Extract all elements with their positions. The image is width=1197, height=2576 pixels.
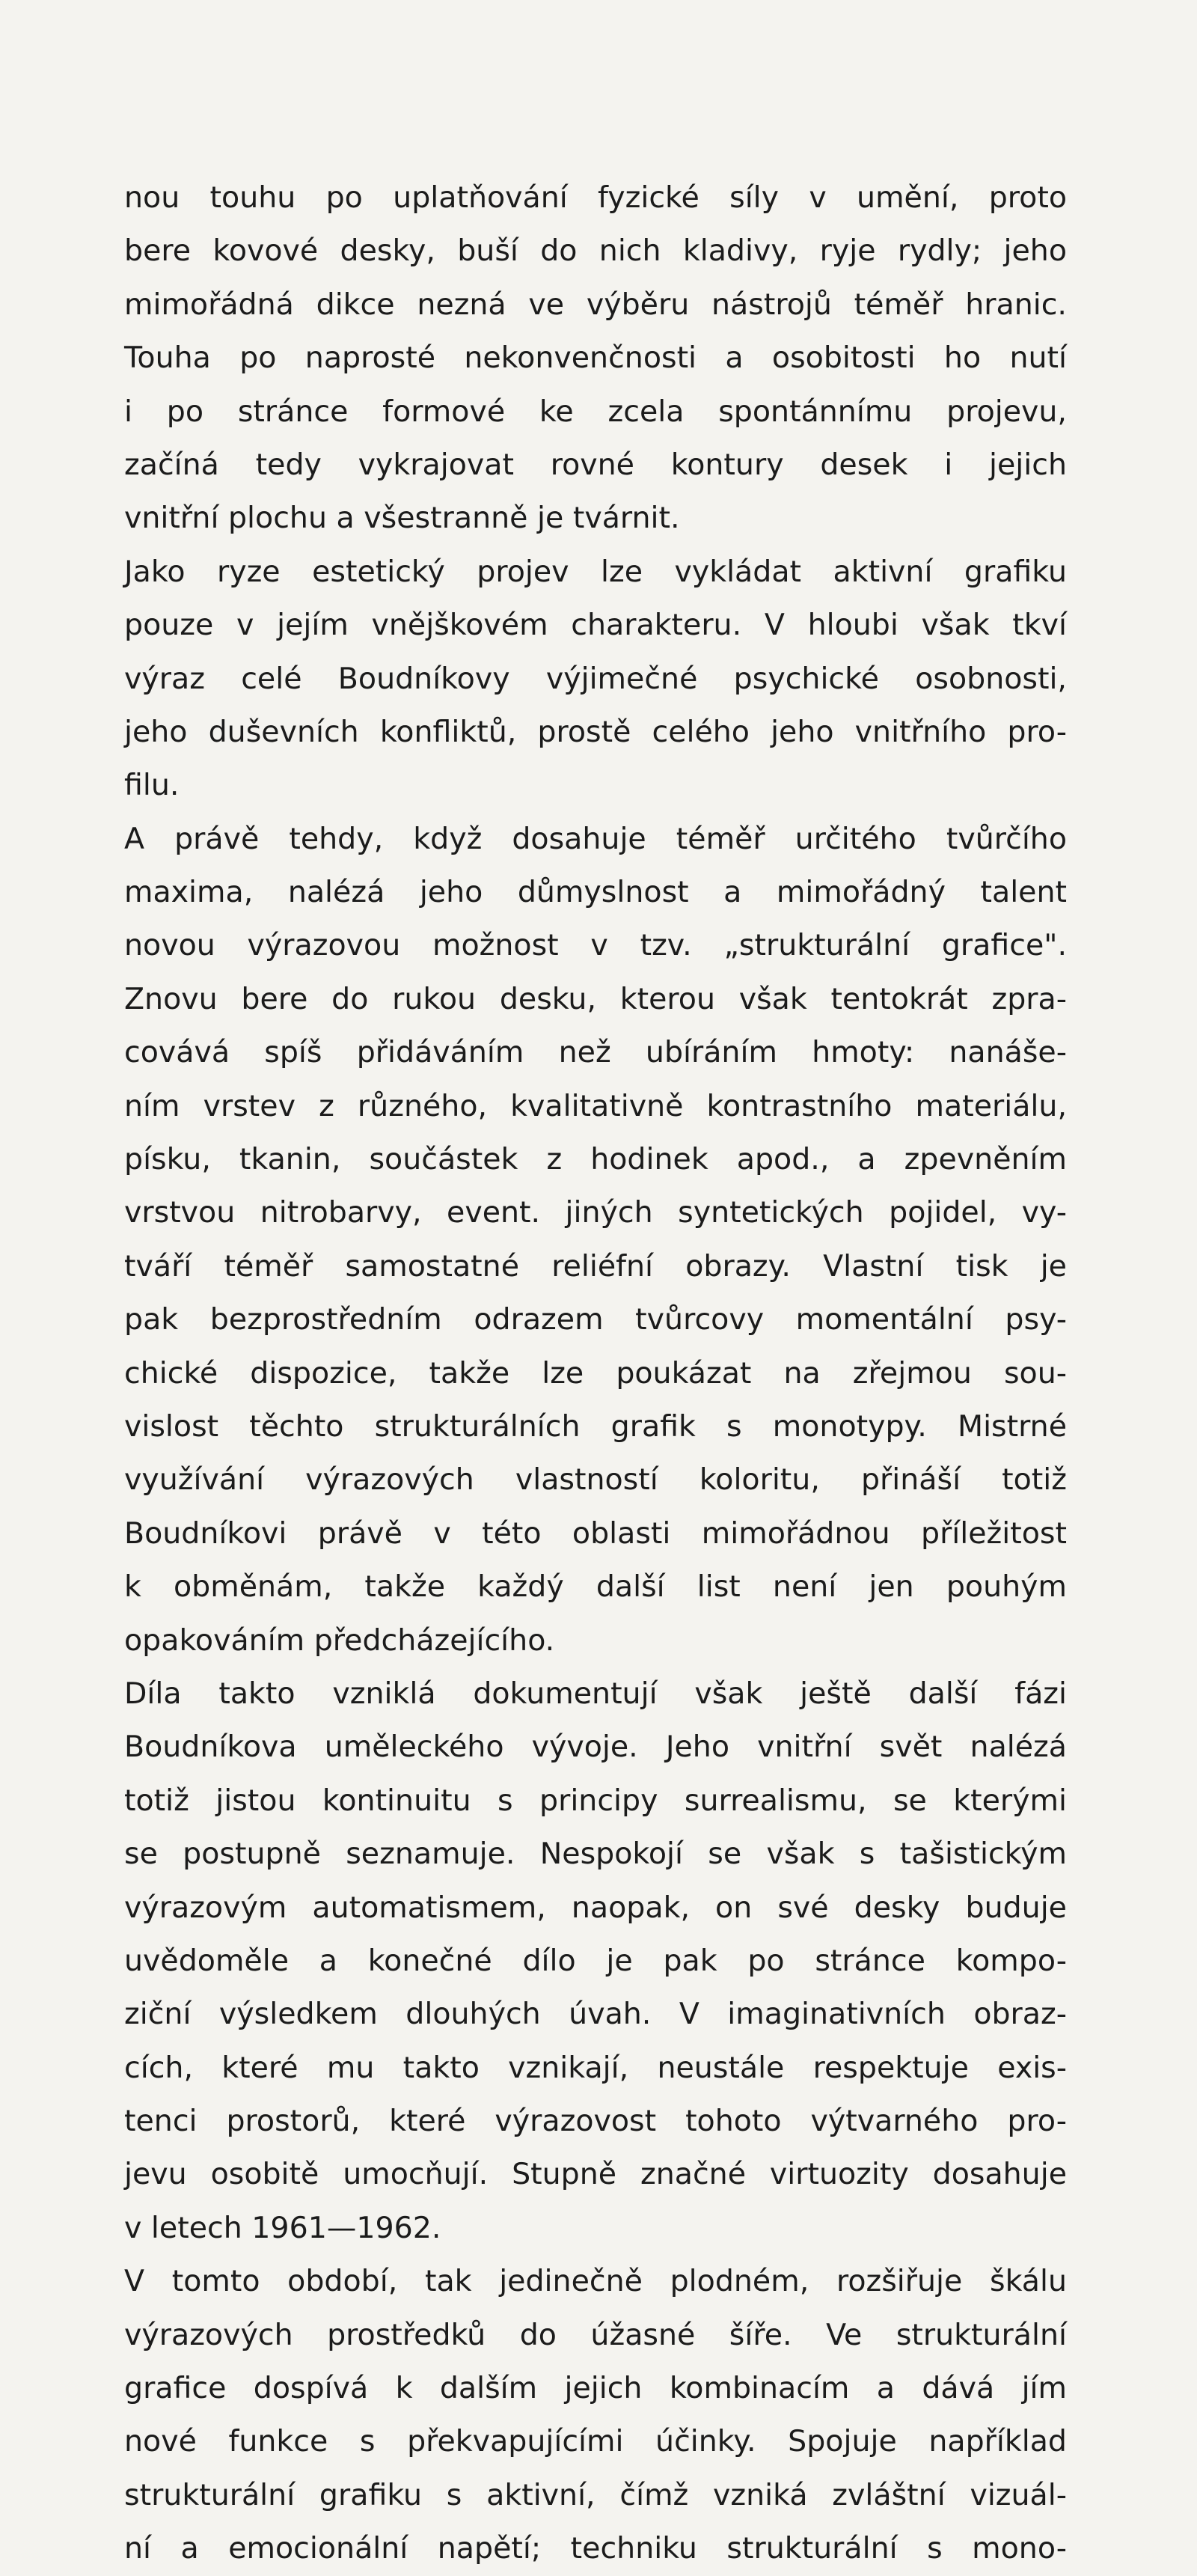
text-line: totiž jistou kontinuitu s principy surrealismu, se kterými [124,1783,1067,1818]
text-line: pak bezprostředním odrazem tvůrcovy momentální psy- [124,1302,1067,1337]
text-line: jevu osobitě umocňují. Stupně značné virtuozity dosahuje [124,2157,1067,2192]
text-line: tenci prostorů, které výrazovost tohoto výtvarného pro- [124,2104,1067,2139]
text-line: v letech 1961—1962. [124,2210,441,2245]
text-line: ní a emocionální napětí; techniku strukturální s mono- [124,2531,1067,2566]
text-line: nové funkce s překvapujícími účinky. Spojuje například [124,2424,1067,2459]
text-line: Jako ryze estetický projev lze vykládat aktivní grafiku [124,554,1067,589]
text-line: Touha po naprosté nekonvenčnosti a osobitosti ho nutí [124,341,1067,376]
text-line: výrazových prostředků do úžasné šíře. Ve strukturální [124,2317,1067,2352]
paragraph [124,813,1067,1667]
text-line: tváří téměř samostatné reliéfní obrazy. Vlastní tisk je [124,1248,1067,1284]
text-line: chické dispozice, takže lze poukázat na zřejmou sou- [124,1355,1067,1391]
text-line: cích, které mu takto vznikají, neustále respektuje exis- [124,2050,1067,2085]
text-line: strukturální grafiku s aktivní, čímž vzniká zvláštní vizuál- [124,2477,1067,2512]
text-line: vnitřní plochu a všestranně je tvárnit. [124,501,680,536]
text-line: filu. [124,768,180,803]
text-line: písku, tkanin, součástek z hodinek apod., a zpevněním [124,1142,1067,1177]
text-line: ziční výsledkem dlouhých úvah. V imaginativních obraz- [124,1997,1067,2032]
text-line: výrazovým automatismem, naopak, on své desky buduje [124,1890,1067,1925]
text-line: jeho duševních konfliktů, prostě celého jeho vnitřního pro- [124,714,1067,749]
body-text [124,171,1067,2576]
text-line: grafice dospívá k dalším jejich kombinacím a dává jím [124,2371,1067,2406]
text-line: Znovu bere do rukou desku, kterou však tentokrát zpra- [124,981,1067,1016]
text-line: vrstvou nitrobarvy, event. jiných syntetických pojidel, vy- [124,1195,1067,1230]
paragraph [124,546,1067,813]
text-line: začíná tedy vykrajovat rovné kontury desek i jejich [124,447,1067,482]
text-line: k obměnám, takže každý další list není jen pouhým [124,1569,1067,1605]
text-line: vislost těchto strukturálních grafik s monotypy. Mistrné [124,1408,1067,1444]
paragraph [124,171,1067,546]
text-line: ním vrstev z různého, kvalitativně kontrastního materiálu, [124,1088,1067,1123]
text-line: pouze v jejím vnějškovém charakteru. V hloubi však tkví [124,608,1067,643]
text-line: se postupně seznamuje. Nespokojí se však s tašistickým [124,1837,1067,1872]
text-line: covává spíš přidáváním než ubíráním hmoty: nanáše- [124,1035,1067,1070]
text-line: V tomto období, tak jedinečně plodném, rozšiřuje škálu [124,2264,1067,2299]
text-line: i po stránce formové ke zcela spontánnímu projevu, [124,394,1067,429]
text-line: uvědoměle a konečné dílo je pak po stránce kompo- [124,1943,1067,1978]
text-line: Boudníkova uměleckého vývoje. Jeho vnitřní svět nalézá [124,1730,1067,1765]
text-line: maxima, nalézá jeho důmyslnost a mimořádný talent [124,875,1067,910]
paragraph [124,1667,1067,2255]
text-line: Boudníkovi právě v této oblasti mimořádnou příležitost [124,1516,1067,1551]
text-line: mimořádná dikce nezná ve výběru nástrojů téměř hranic. [124,287,1067,322]
text-line: novou výrazovou možnost v tzv. „strukturální grafice". [124,928,1067,963]
paragraph [124,2255,1067,2575]
text-line: opakováním předcházejícího. [124,1623,555,1658]
text-line: A právě tehdy, když dosahuje téměř určitého tvůrčího [124,821,1067,856]
text-line: výraz celé Boudníkovy výjimečné psychické osobnosti, [124,661,1067,696]
text-line: bere kovové desky, buší do nich kladivy, ryje rydly; jeho [124,234,1067,269]
text-line: využívání výrazových vlastností koloritu, přináší totiž [124,1462,1067,1498]
text-line: nou touhu po uplatňování fyzické síly v umění, proto [124,180,1067,215]
text-line: Díla takto vzniklá dokumentují však ještě další fázi [124,1676,1067,1711]
